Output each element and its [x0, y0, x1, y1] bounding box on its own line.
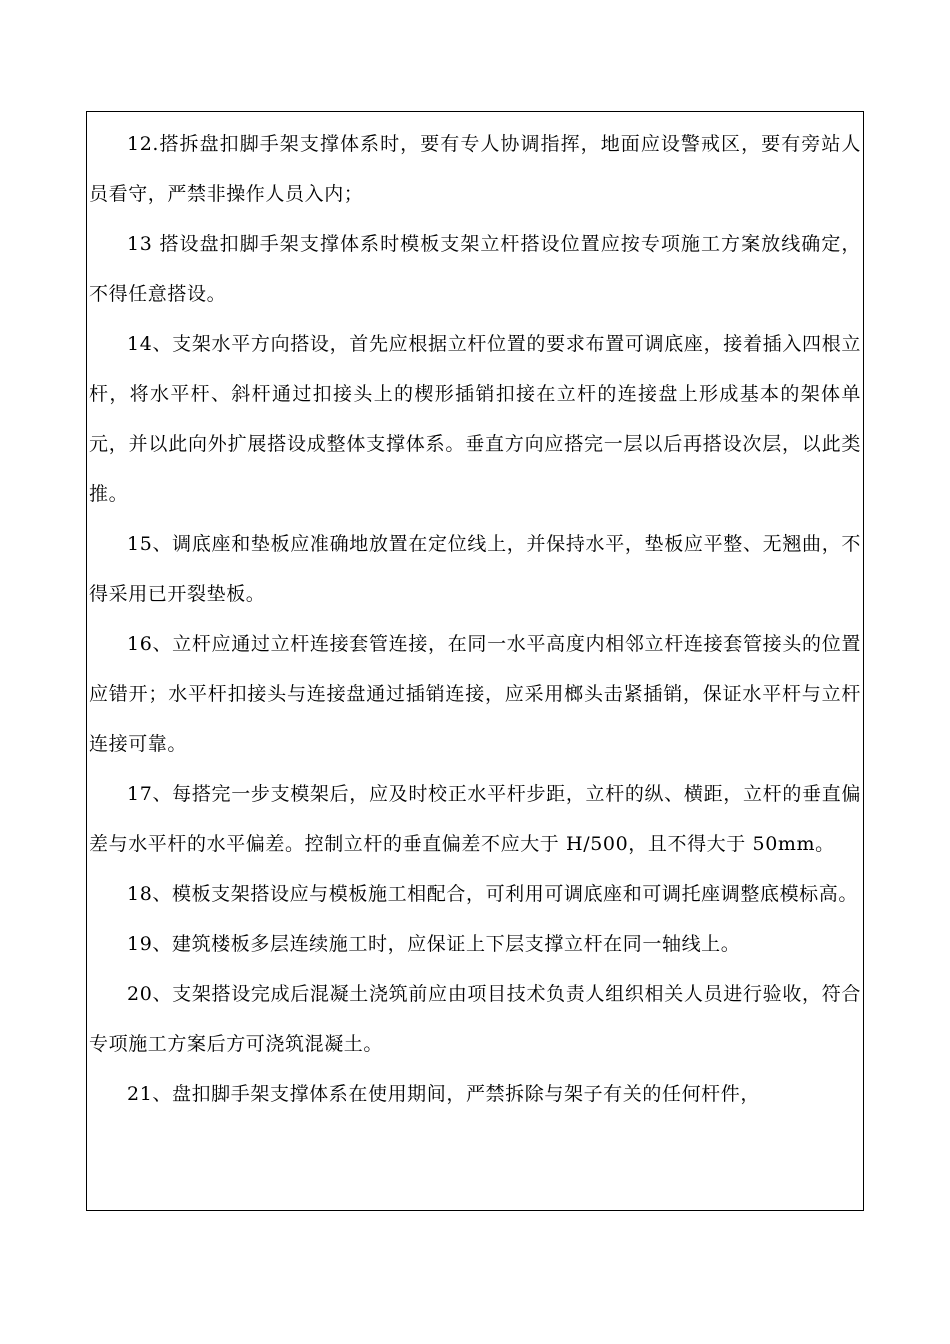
paragraph-item-19: 19、建筑楼板多层连续施工时，应保证上下层支撑立杆在同一轴线上。: [127, 933, 741, 955]
paragraph-item-14: 14、支架水平方向搭设，首先应根据立杆位置的要求布置可调底座，接着插入四根立杆，将水平杆、斜杆通过扣接头上的楔形插销扣接在立杆的连接盘上形成基本的架体单元，并以此向外扩展搭设成整体支撑体系。垂直方向应搭完一层以后再搭设次层，以此类推。: [89, 333, 861, 505]
paragraph-item-21: 21、盘扣脚手架支撑体系在使用期间，严禁拆除与架子有关的任何杆件，: [127, 1083, 760, 1105]
paragraph-item-15: 15、调底座和垫板应准确地放置在定位线上，并保持水平，垫板应平整、无翘曲，不得采用已开裂垫板。: [89, 533, 861, 605]
paragraph-item-20: 20、支架搭设完成后混凝土浇筑前应由项目技术负责人组织相关人员进行验收，符合专项施工方案后方可浇筑混凝土。: [89, 983, 861, 1055]
paragraph-item-16: 16、立杆应通过立杆连接套管连接，在同一水平高度内相邻立杆连接套管接头的位置应错开；水平杆扣接头与连接盘通过插销连接，应采用榔头击紧插销，保证水平杆与立杆连接可靠。: [89, 633, 861, 755]
paragraph-item-12: 12.搭拆盘扣脚手架支撑体系时，要有专人协调指挥，地面应设警戒区，要有旁站人员看守，严禁非操作人员入内；: [89, 133, 861, 205]
paragraph-item-18: 18、模板支架搭设应与模板施工相配合，可利用可调底座和可调托座调整底模标高。: [127, 883, 858, 905]
document-table-cell: [86, 111, 864, 1211]
paragraph-item-13: 13 搭设盘扣脚手架支撑体系时模板支架立杆搭设位置应按专项施工方案放线确定，不得任意搭设。: [89, 233, 861, 305]
paragraph-item-17: 17、每搭完一步支模架后，应及时校正水平杆步距，立杆的纵、横距，立杆的垂直偏差与水平杆的水平偏差。控制立杆的垂直偏差不应大于 H/500，且不得大于 50mm。: [89, 783, 861, 855]
document-body: [89, 119, 861, 1119]
